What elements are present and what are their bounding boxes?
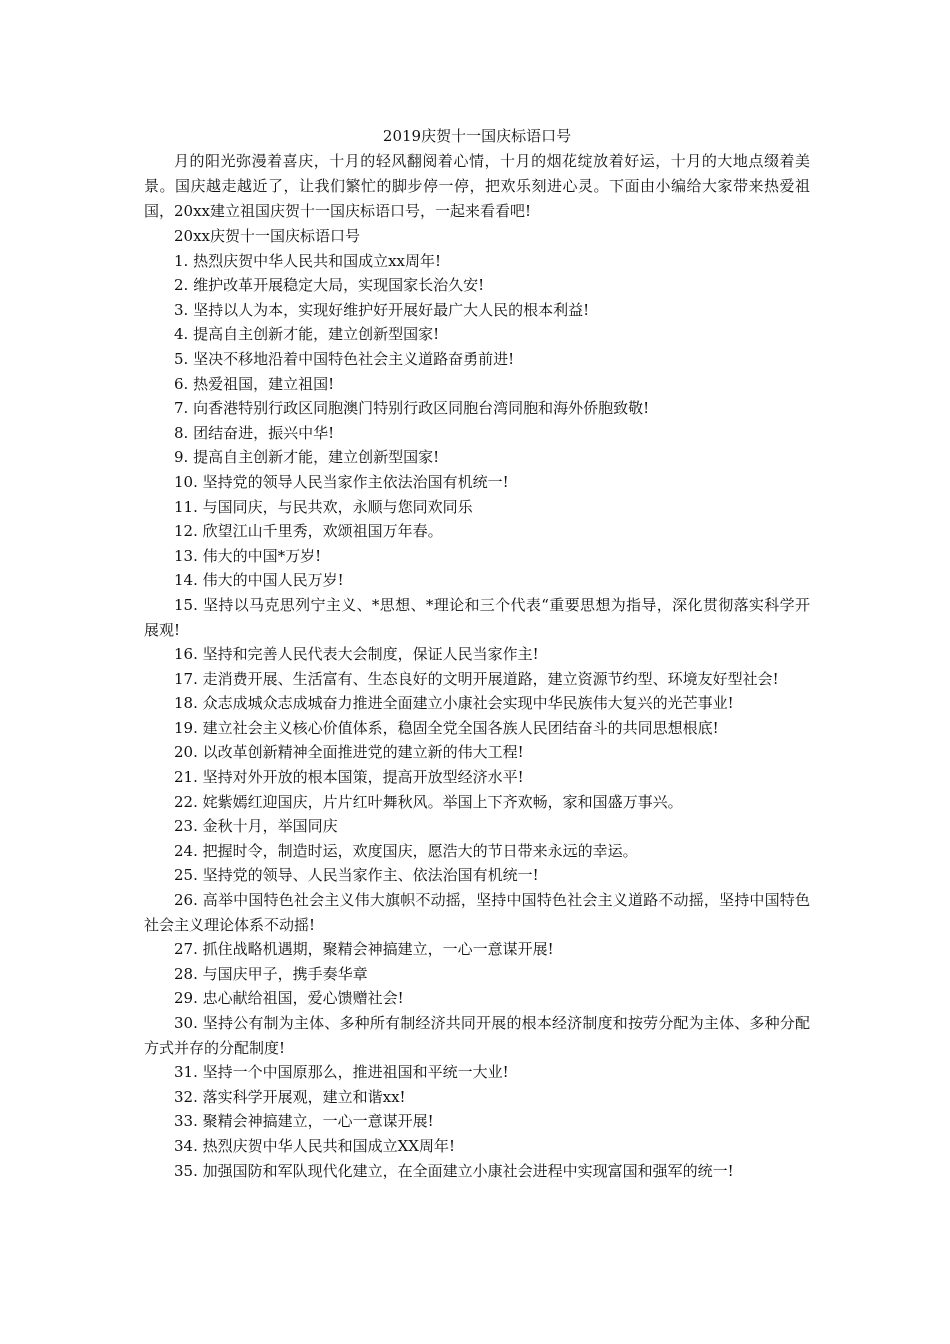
slogan-item: 18. 众志成城众志成城奋力推进全面建立小康社会实现中华民族伟大复兴的光芒事业! (174, 694, 734, 713)
slogan-item: 6. 热爱祖国，建立祖国! (174, 374, 335, 393)
slogan-item: 3. 坚持以人为本，实现好维护好开展好最广大人民的根本利益! (174, 300, 590, 319)
slogan-item: 14. 伟大的中国人民万岁! (174, 571, 344, 590)
slogan-item: 10. 坚持党的领导人民当家作主依法治国有机统一! (174, 472, 509, 491)
slogan-item: 32. 落实科学开展观，建立和谐xx! (174, 1087, 406, 1106)
slogan-item: 11. 与国同庆，与民共欢，永顺与您同欢同乐 (174, 497, 473, 516)
slogan-item: 33. 聚精会神搞建立，一心一意谋开展! (174, 1112, 434, 1131)
slogan-item: 9. 提高自主创新才能，建立创新型国家! (174, 448, 440, 467)
slogan-item: 21. 坚持对外开放的根本国策，提高开放型经济水平! (174, 768, 524, 787)
slogan-item: 28. 与国庆甲子，携手奏华章 (174, 964, 368, 983)
slogan-item: 29. 忠心献给祖国，爱心馈赠社会! (174, 989, 404, 1008)
slogan-item: 35. 加强国防和军队现代化建立，在全面建立小康社会进程中实现富国和强军的统一! (174, 1161, 734, 1180)
slogan-item: 31. 坚持一个中国原那么，推进祖国和平统一大业! (174, 1063, 509, 1082)
slogan-item: 34. 热烈庆贺中华人民共和国成立XX周年! (174, 1136, 456, 1155)
slogan-item: 13. 伟大的中国*万岁! (174, 546, 322, 565)
document-title: 2019庆贺十一国庆标语口号 (382, 127, 572, 145)
slogan-item: 2. 维护改革开展稳定大局，实现国家长治久安! (174, 276, 485, 295)
slogan-item: 15. 坚持以马克思列宁主义、*思想、*理论和三个代表“重要思想为指导，深化贯彻落实科学开展观! (144, 595, 810, 639)
slogan-item: 4. 提高自主创新才能，建立创新型国家! (174, 325, 440, 344)
slogan-item: 23. 金秋十月，举国同庆 (174, 817, 338, 836)
slogan-item: 5. 坚决不移地沿着中国特色社会主义道路奋勇前进! (174, 349, 515, 368)
slogan-item: 7. 向香港特别行政区同胞澳门特别行政区同胞台湾同胞和海外侨胞致敬! (174, 399, 650, 418)
slogan-item: 20. 以改革创新精神全面推进党的建立新的伟大工程! (174, 743, 524, 762)
slogan-item: 12. 欣望江山千里秀，欢颂祖国万年春。 (174, 522, 443, 541)
section-subtitle: 20xx庆贺十一国庆标语口号 (174, 227, 361, 245)
slogan-item: 19. 建立社会主义核心价值体系，稳固全党全国各族人民团结奋斗的共同思想根底! (174, 718, 719, 737)
slogan-item: 27. 抓住战略机遇期，聚精会神搞建立，一心一意谋开展! (174, 940, 554, 959)
slogan-list (144, 249, 810, 1184)
slogan-item: 1. 热烈庆贺中华人民共和国成立xx周年! (174, 251, 442, 270)
slogan-item: 22. 姹紫嫣红迎国庆，片片红叶舞秋风。举国上下齐欢畅，家和国盛万事兴。 (174, 792, 683, 811)
slogan-item: 8. 团结奋进，振兴中华! (174, 423, 335, 442)
slogan-item: 25. 坚持党的领导、人民当家作主、依法治国有机统一! (174, 866, 539, 885)
slogan-item: 17. 走消费开展、生活富有、生态良好的文明开展道路，建立资源节约型、环境友好型社会! (174, 669, 779, 688)
slogan-item: 24. 把握时令，制造时运，欢度国庆，愿浩大的节日带来永远的幸运。 (174, 841, 638, 860)
slogan-item: 26. 高举中国特色社会主义伟大旗帜不动摇，坚持中国特色社会主义道路不动摇，坚持中国特色社会主义理论体系不动摇! (144, 891, 810, 934)
slogan-item: 30. 坚持公有制为主体、多种所有制经济共同开展的根本经济制度和按劳分配为主体、多种分配方式并存的分配制度! (144, 1014, 810, 1057)
slogan-item: 16. 坚持和完善人民代表大会制度，保证人民当家作主! (174, 645, 539, 664)
intro-paragraph: 月的阳光弥漫着喜庆，十月的轻风翻阅着心情，十月的烟花绽放着好运，十月的大地点缀着美景。国庆越走越近了，让我们繁忙的脚步停一停，把欢乐刻进心灵。下面由小编给大家带来热爱祖国，20xx建立祖国庆贺十一国庆标语口号，一起来看看吧! (144, 152, 810, 220)
